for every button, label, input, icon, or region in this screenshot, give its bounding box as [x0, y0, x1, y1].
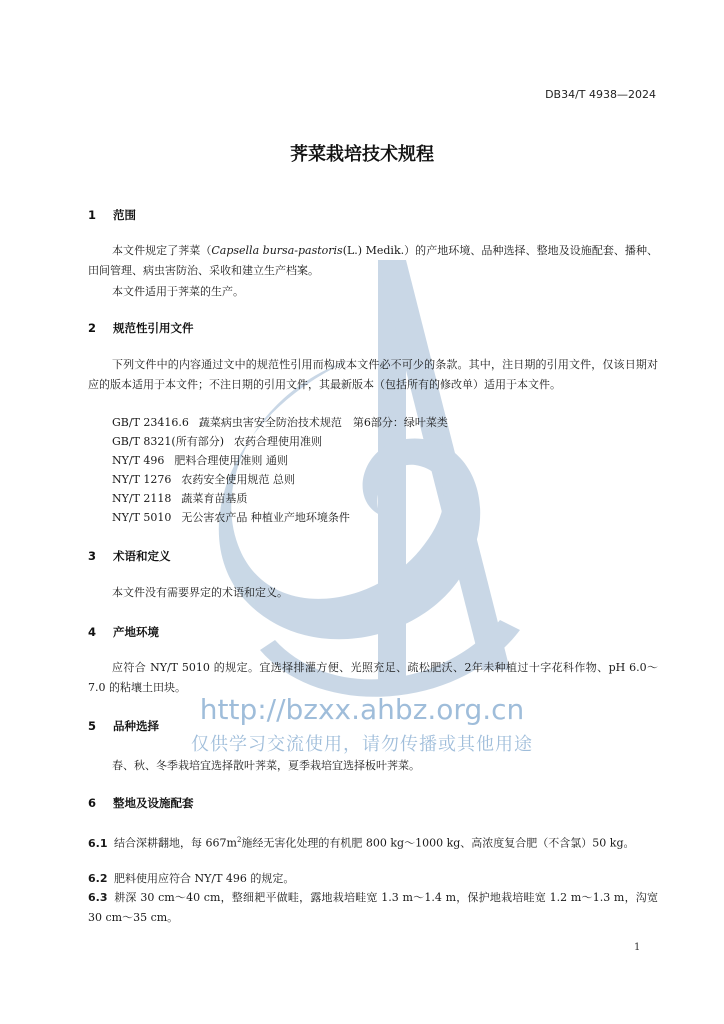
document-title: 荠菜栽培技术规程 [290, 144, 434, 165]
reference-item: NY/T 1276 农药安全使用规范 总则 [112, 473, 295, 486]
watermark-note: 仅供学习交流使用，请勿传播或其他用途 [191, 734, 533, 755]
section-6-heading: 6 整地及设施配套 [88, 796, 194, 810]
section-number: 1 [88, 208, 97, 222]
section-4-paragraph: 应符合 NY/T 5010 的规定。宜选择排灌方便、光照充足、疏松肥沃、2年未种植过十字花科作物、pH 6.0～7.0 的粘壤土田块。 [88, 661, 658, 694]
section-2-heading: 2 规范性引用文件 [88, 321, 194, 335]
section-5-heading: 5 品种选择 [88, 719, 160, 733]
section-3-paragraph: 本文件没有需要界定的术语和定义。 [112, 586, 288, 599]
section-4-heading: 4 产地环境 [88, 625, 160, 639]
section-1-paragraph-1: 本文件规定了荠菜（Capsella bursa-pastoris(L.) Medik.）的产地环境、品种选择、整地及设施配套、播种、田间管理、病虫害防治、采收和建立生产档案。 [88, 244, 659, 277]
reference-item: GB/T 23416.6 蔬菜病虫害安全防治技术规范 第6部分：绿叶菜类 [112, 416, 448, 429]
subclause-6-1: 6.1 结合深耕翻地，每 $667m^2$施经无害化处理的有机肥 800 kg～1000 kg、高浓度复合肥（不含氯）50 kg。 [88, 836, 635, 850]
section-1-heading [88, 207, 136, 223]
section-1-paragraph-2: 本文件适用于荠菜的生产。 [112, 285, 244, 298]
subclause-6-3: 6.3 耕深 30 cm～40 cm，整细耙平做畦，露地栽培畦宽 1.3 m～1.4 m，保护地栽培畦宽 1.2 m～1.3 m，沟宽 30 cm～35 cm。 [88, 891, 658, 924]
watermark-url: http://bzxx.ahbz.org.cn [199, 693, 525, 726]
latin-name: Capsella bursa-pastoris [211, 244, 343, 257]
page-number: 1 [634, 942, 641, 953]
section-2-intro: 下列文件中的内容通过文中的规范性引用而构成本文件必不可少的条款。其中，注日期的引用文件，仅该日期对应的版本适用于本文件；不注日期的引用文件，其最新版本（包括所有的修改单）适用于本文件。 [88, 358, 658, 391]
section-title: 范围 [113, 208, 137, 222]
reference-item: NY/T 496 肥料合理使用准则 通则 [112, 454, 288, 467]
document-code: DB34/T 4938—2024 [545, 88, 656, 101]
subclause-6-2: 6.2 肥料使用应符合 NY/T 496 的规定。 [88, 872, 295, 885]
section-3-heading: 3 术语和定义 [88, 549, 171, 563]
reference-item: NY/T 5010 无公害农产品 种植业产地环境条件 [112, 511, 350, 524]
reference-item: GB/T 8321(所有部分) 农药合理使用准则 [112, 435, 322, 448]
section-5-paragraph: 春、秋、冬季栽培宜选择散叶荠菜，夏季栽培宜选择板叶荠菜。 [112, 759, 420, 772]
reference-item: NY/T 2118 蔬菜育苗基质 [112, 492, 248, 505]
